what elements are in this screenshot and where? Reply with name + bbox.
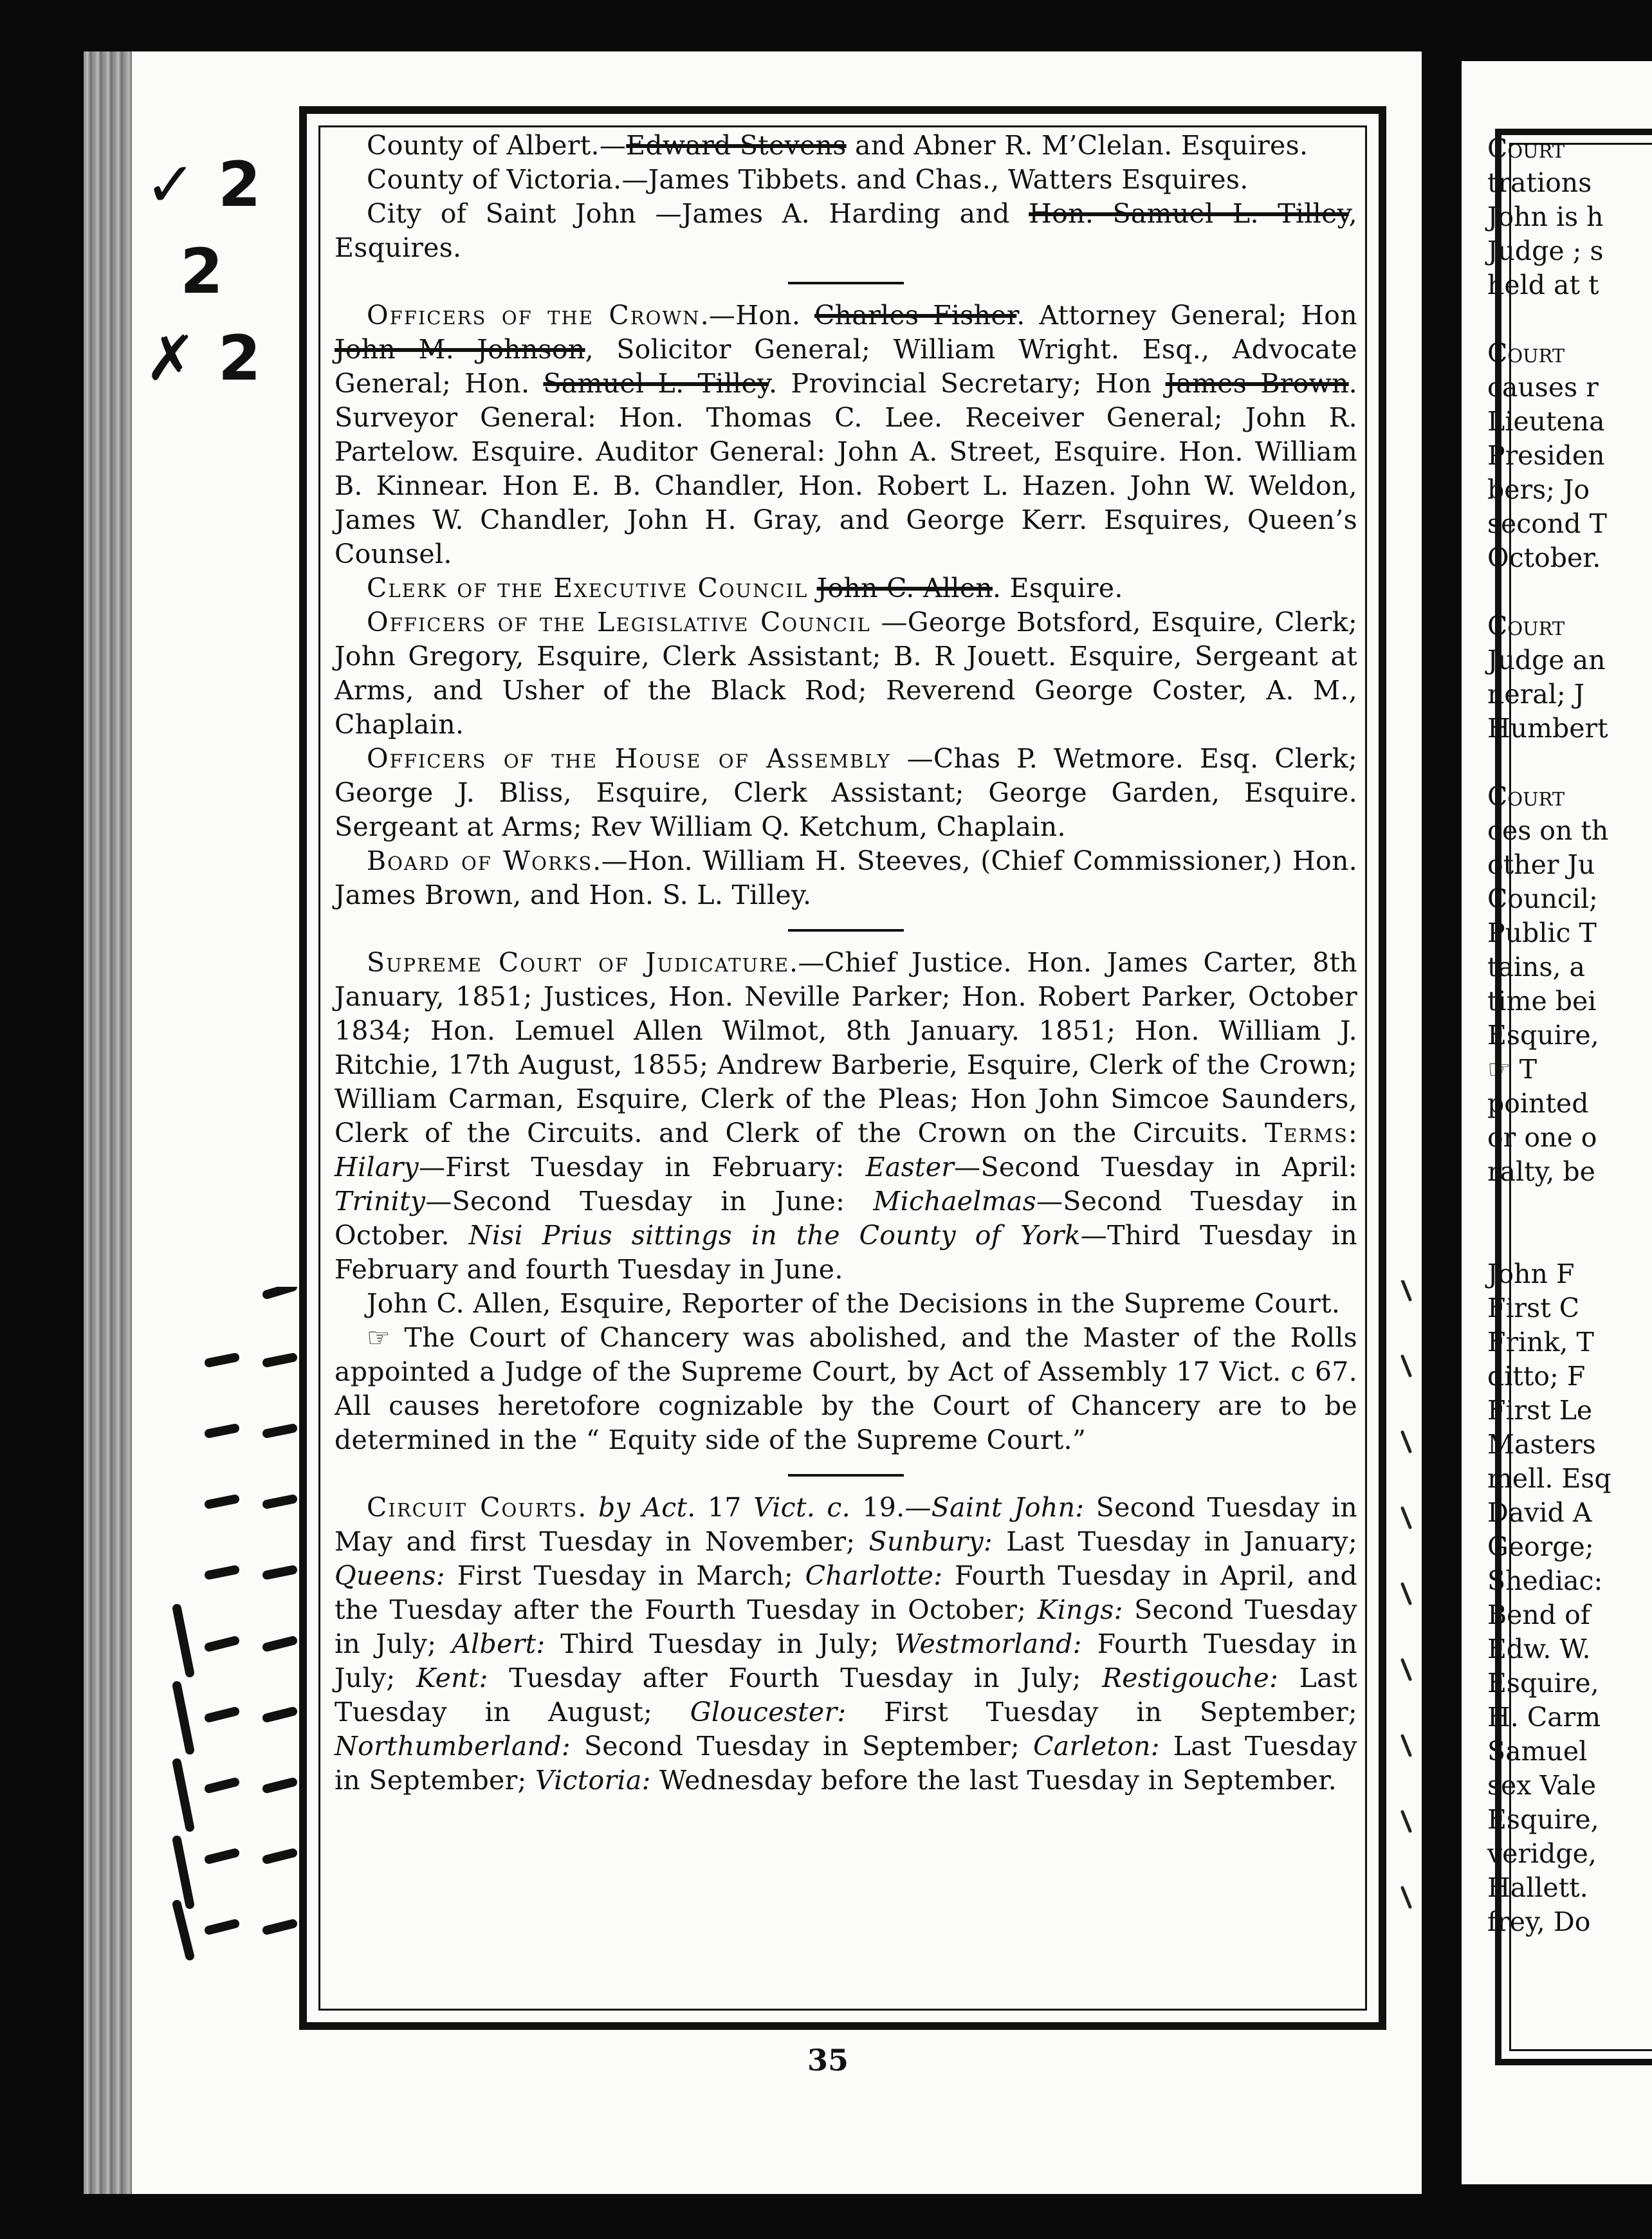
right-page-line: held at t [1487,270,1599,300]
right-page-line: Public T [1487,917,1597,948]
text-run: Kent: [416,1663,488,1693]
right-page-line: First Le [1487,1395,1593,1426]
right-page-line: causes r [1487,372,1599,403]
text-run: Trinity [335,1186,426,1217]
right-page-line: Masters [1487,1429,1596,1460]
text-run: First Tuesday in March; [445,1560,805,1591]
right-page-line: ☞ T [1487,1054,1537,1085]
text-run: Kings: [1037,1594,1123,1625]
page-gutter [1422,51,1462,2194]
right-page-line: October. [1487,542,1601,573]
right-page-line: Hallett. [1487,1872,1588,1903]
text-run: Last Tuesday in August; [335,1663,1357,1728]
section-heading: Clerk of the Executive Council [367,573,809,604]
text-run: . Provincial Secretary; Hon [769,368,1166,399]
right-page-line: frey, Do [1487,1906,1591,1937]
text-run: Second Tuesday in September; [570,1731,1033,1762]
section-heading: Terms [1264,1118,1348,1148]
right-page-line: Judge an [1487,645,1606,676]
paragraph [335,571,1357,605]
right-page-line: Court [1487,781,1565,812]
right-page-line [1487,575,1652,609]
text-run: 19.— [850,1492,932,1523]
struck-name: John C. Allen [816,573,993,604]
section-heading: Officers of the House of Assembly [367,743,891,774]
struck-name: Hon. Samuel L. Tilley [1029,198,1349,229]
text-run [808,573,816,604]
paragraph [335,299,1357,571]
text-run: : [1348,1118,1357,1148]
right-page-line: Court [1487,133,1565,164]
margin-tally-marks [145,142,261,402]
text-run: Third Tuesday in July; [545,1628,895,1659]
margin-handwriting [170,1287,312,1979]
right-page [1462,61,1652,2184]
section-heading: Circuit Courts [367,1492,578,1523]
section-rule [788,1474,904,1477]
text-run: , Solicitor General; William Wright. Esq., Advocate General; Hon. [335,334,1357,399]
right-page-line: Presiden [1487,440,1605,471]
text-run: Saint John: [931,1492,1085,1523]
text-run: .—Chief Justice. Hon. James Carter, 8th January, 1851; Justices, Hon. Neville Parker; Hon. Robert Parker, October 1834; Hon. Lemuel Allen Wilmot, 8th January. 1851; Hon. William J. Ritchie, 17th August, 1855; Andrew Barberie, Esquire, Clerk of the Crown; William Carman, Esquire, Clerk of the Pleas; Hon John Simcoe Saunders, Clerk of the Circuits. and Clerk of the Crown on the Circuits. [335,947,1357,1148]
right-page-line: or one o [1487,1122,1597,1153]
right-page-line: bers; Jo [1487,474,1590,505]
right-page-line: Court [1487,611,1565,641]
text-run: First Tuesday in September; [846,1697,1357,1728]
section-rule [788,282,904,284]
right-page-line [1487,302,1652,336]
paragraph [335,1287,1357,1321]
struck-name: Edward Stevens [626,130,847,161]
paragraph [335,742,1357,844]
margin-mark: ✗ 2 [145,322,261,394]
right-page-line: tains, a [1487,952,1585,982]
right-page-line [1487,1189,1652,1223]
right-page-line: Edw. W. [1487,1634,1591,1664]
right-page-line: Shediac: [1487,1565,1603,1596]
text-run: ☞ The Court of Chancery was abolished, and the Master of the Rolls appointed a Judge of the Supreme Court, by Act of Assembly 17 Vict. c 67. All causes heretofore cognizable by the Court of Chancery are to be determined in the “ Equity side of the Supreme Court.” [335,1322,1357,1455]
right-page-line: ditto; F [1487,1361,1586,1392]
text-run: Albert: [452,1628,546,1659]
right-margin-ticks [1396,1280,1422,2015]
right-page-line: Court [1487,338,1565,369]
text-run: Queens: [335,1560,445,1591]
text-run: Wednesday before the last Tuesday in September. [650,1765,1337,1796]
struck-name: Charles Fisher [814,300,1017,331]
text-run: by Act [598,1492,688,1523]
text-run: .—Hon. William H. Steeves, (Chief Commissioner,) Hon. James Brown, and Hon. S. L. Tilley. [335,845,1357,910]
right-page-line: mell. Esq [1487,1463,1611,1494]
text-run: . [578,1492,598,1523]
text-run: .—Hon. [700,300,815,331]
text-run: . Surveyor General: Hon. Thomas C. Lee. Receiver General; John R. Partelow. Esquire. Auditor General: John A. Street, Esquire. Hon. William B. Kinnear. Hon E. B. Chandler, Hon. Robert L. Hazen. John W. Weldon, James W. Chandler, John H. Gray, and George Kerr. Esquires, Queen’s Counsel. [335,368,1357,569]
text-run: County of Victoria.—James Tibbets. and Chas., Watters Esquires. [367,164,1249,195]
right-page-line: Humbert [1487,713,1608,744]
text-run: , Esquires. [335,198,1357,263]
text-run: Carleton: [1033,1731,1160,1762]
right-page-line: First C [1487,1293,1580,1323]
paragraph [335,1491,1357,1798]
text-run: Hilary [335,1152,419,1183]
text-run: —Second Tuesday in October. [335,1186,1357,1251]
text-run: —Chas P. Wetmore. Esq. Clerk; George J. Bliss, Esquire, Clerk Assistant; George Garden, Esquire. Sergeant at Arms; Rev William Q. Ketchum, Chaplain. [335,743,1357,842]
section-heading: Officers of the Legislative Council [367,607,871,638]
text-run: and Abner R. M’Clelan. Esquires. [846,130,1308,161]
right-page-line: veridge, [1487,1838,1597,1869]
right-page-line: Esquire, [1487,1804,1599,1835]
text-run: Gloucester: [690,1697,847,1728]
paragraph [335,605,1357,742]
text-run: —Second Tuesday in June: [425,1186,874,1217]
paragraph [335,844,1357,912]
text-run: Charlotte: [805,1560,943,1591]
handwritten-marks-drawing [170,1287,312,1962]
paragraph [335,163,1357,197]
paragraph [335,197,1357,265]
text-run: Fourth Tuesday in July; [335,1628,1358,1693]
page-edge [84,51,135,2194]
margin-mark: 2 [180,235,223,308]
margin-mark: ✓ 2 [145,149,261,221]
right-page-text [1487,132,1652,1939]
right-page-line: Samuel [1487,1736,1588,1767]
paragraph [335,129,1357,163]
section-rule [788,929,904,932]
text-run: —Second Tuesday in April: [954,1152,1358,1183]
right-page-line: George; [1487,1531,1594,1562]
text-run: Northumberland: [335,1731,571,1762]
right-page-line: H. Carm [1487,1702,1601,1733]
right-page-line: John is h [1487,201,1604,232]
text-run: Second Tuesday in July; [335,1594,1358,1659]
text-run: —Third Tuesday in February and fourth Tuesday in June. [335,1220,1358,1285]
text-run: County of Albert.— [367,130,627,161]
right-page-line: neral; J [1487,679,1585,710]
right-page-line: second T [1487,508,1607,539]
right-page-line: sex Vale [1487,1770,1597,1801]
right-page-line: pointed [1487,1088,1589,1119]
text-run: Westmorland: [894,1628,1082,1659]
text-run: . Attorney General; Hon [1016,300,1357,331]
paragraph [335,1321,1357,1457]
right-page-line: David A [1487,1497,1592,1528]
right-page-line: Esquire, [1487,1668,1599,1699]
text-run: Last Tuesday in January; [993,1526,1357,1557]
right-page-line: Judge ; s [1487,235,1604,266]
right-page-line: time bei [1487,986,1597,1017]
tick-marks-drawing [1396,1280,1422,1988]
text-run: Nisi Prius sittings in the County of York [468,1220,1081,1251]
section-heading: Supreme Court of Judicature [367,947,789,978]
text-run: . Esquire. [992,573,1123,604]
text-run: Michaelmas [873,1186,1036,1217]
section-heading: Board of Works [367,845,593,876]
text-run: Last Tuesday in September; [335,1731,1357,1796]
text-run: Second Tuesday in May and first Tuesday in November; [335,1492,1358,1557]
text-run: Victoria: [535,1765,651,1796]
text-run: John C. Allen, Esquire, Reporter of the Decisions in the Supreme Court. [367,1288,1341,1319]
right-page-line [1487,746,1652,780]
text-run: Easter [865,1152,955,1183]
text-run: Sunbury: [868,1526,993,1557]
right-page-line: ces on th [1487,815,1609,846]
right-page-line: Esquire, [1487,1020,1599,1051]
main-text [335,129,1357,1798]
struck-name: John M. Johnson [335,334,585,365]
text-run: Fourth Tuesday in April, and the Tuesday after the Fourth Tuesday in October; [335,1560,1357,1625]
text-run: Restigouche: [1102,1663,1279,1693]
text-run: Vict. c. [753,1492,850,1523]
right-page-line: Lieutena [1487,406,1605,437]
right-page-line: Council; [1487,883,1598,914]
text-run: —George Botsford, Esquire, Clerk; John Gregory, Esquire, Clerk Assistant; B. R Jouett. Esquire, Sergeant at Arms, and Usher of the Black Rod; Reverend George Coster, A. M., Chaplain. [335,607,1357,740]
right-page-line: Frink, T [1487,1327,1594,1358]
right-page-line: John F [1487,1258,1575,1289]
text-run: Tuesday after Fourth Tuesday in July; [488,1663,1103,1693]
right-page-line: other Ju [1487,849,1595,880]
right-page-line: trations [1487,167,1592,198]
struck-name: Samuel L. Tilley [543,368,769,399]
right-page-line [1487,1223,1652,1257]
struck-name: James Brown [1165,368,1349,399]
right-page-line: Bend of [1487,1599,1590,1630]
page-number: 35 [807,2043,849,2078]
right-page-line: ralty, be [1487,1156,1595,1187]
paragraph [335,946,1357,1287]
section-heading: Officers of the Crown [367,300,701,331]
text-run: —First Tuesday in February: [419,1152,866,1183]
text-run: . 17 [687,1492,754,1523]
text-run: City of Saint John —James A. Harding and [367,198,1029,229]
